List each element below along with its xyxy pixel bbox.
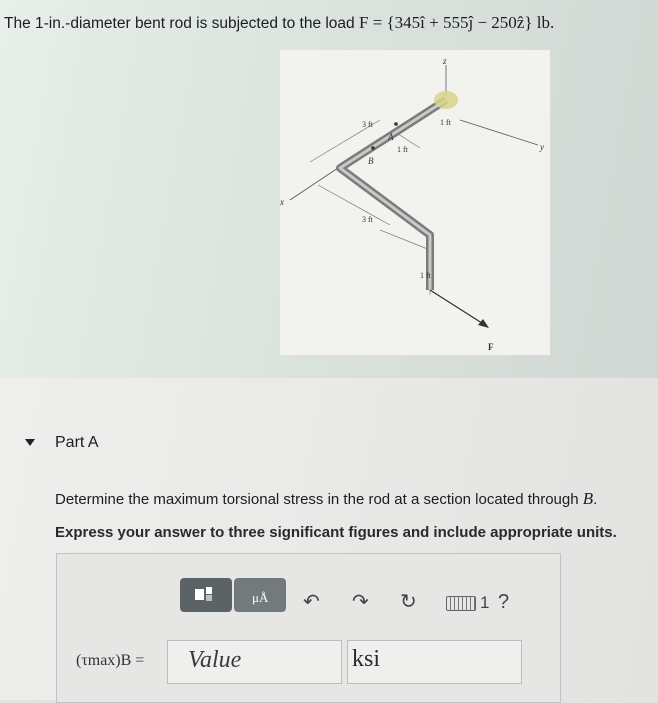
point-a-label: A [388, 132, 394, 142]
units-input[interactable]: ksi [347, 640, 522, 684]
figure-drawing [280, 50, 550, 355]
templates-button[interactable] [180, 578, 232, 612]
keyboard-count: 1 [480, 593, 490, 612]
bent-rod-highlight [340, 100, 446, 290]
dimension-label-mid: 1 ft [397, 145, 408, 154]
part-title[interactable]: Part A [55, 434, 99, 451]
bent-rod-figure [280, 50, 550, 355]
redo-icon[interactable]: ↷ [352, 591, 369, 613]
template-square-icon [195, 589, 204, 600]
dimension-line [318, 185, 390, 225]
dimension-label-bottom: 1 ft [420, 271, 431, 280]
value-input[interactable]: Value [167, 640, 342, 684]
axis-x-label: x [280, 197, 284, 207]
force-arrow-head [478, 319, 489, 328]
reset-icon[interactable]: ↻ [400, 591, 417, 613]
force-label: F [488, 342, 494, 352]
template-superscript-icon [206, 587, 212, 594]
axis-z-label: z [443, 56, 447, 66]
problem-statement [4, 13, 554, 33]
point-a-marker [394, 122, 398, 126]
axis-y-label: y [540, 142, 544, 152]
dimension-label-lower: 3 ft [362, 215, 373, 224]
question-text [55, 489, 597, 509]
question-prefix: Determine the maximum torsional stress in the rod at a section located through [55, 491, 583, 508]
y-axis-line [460, 120, 538, 145]
force-arrow-line [430, 290, 485, 325]
help-icon[interactable]: ? [498, 591, 510, 613]
dimension-label-top-left: 3 ft [362, 120, 373, 129]
undo-icon[interactable]: ↶ [303, 591, 320, 613]
angstrom-icon [234, 578, 286, 612]
symbols-button[interactable] [234, 578, 286, 612]
force-equation: F = {345î + 555ĵ − 250ẑ} lb. [358, 13, 555, 32]
point-b-marker [371, 146, 375, 150]
template-subscript-icon [206, 595, 212, 601]
instruction-text: Express your answer to three significant figures and include appropriate units. [55, 524, 617, 541]
point-b-label: B [368, 156, 374, 166]
fixed-support [434, 91, 458, 109]
collapse-triangle-icon[interactable] [25, 439, 35, 446]
dimension-label-top-right: 1 ft [440, 118, 451, 127]
problem-text-prefix: The 1-in.-diameter bent rod is subjected to the load [4, 15, 359, 32]
tau-max-b-label: (τmax)B = [76, 652, 145, 669]
keyboard-icon[interactable] [446, 596, 476, 611]
question-suffix: . [593, 491, 598, 508]
question-point: B [582, 489, 594, 508]
svg-text:μÅ: μÅ [252, 590, 269, 605]
